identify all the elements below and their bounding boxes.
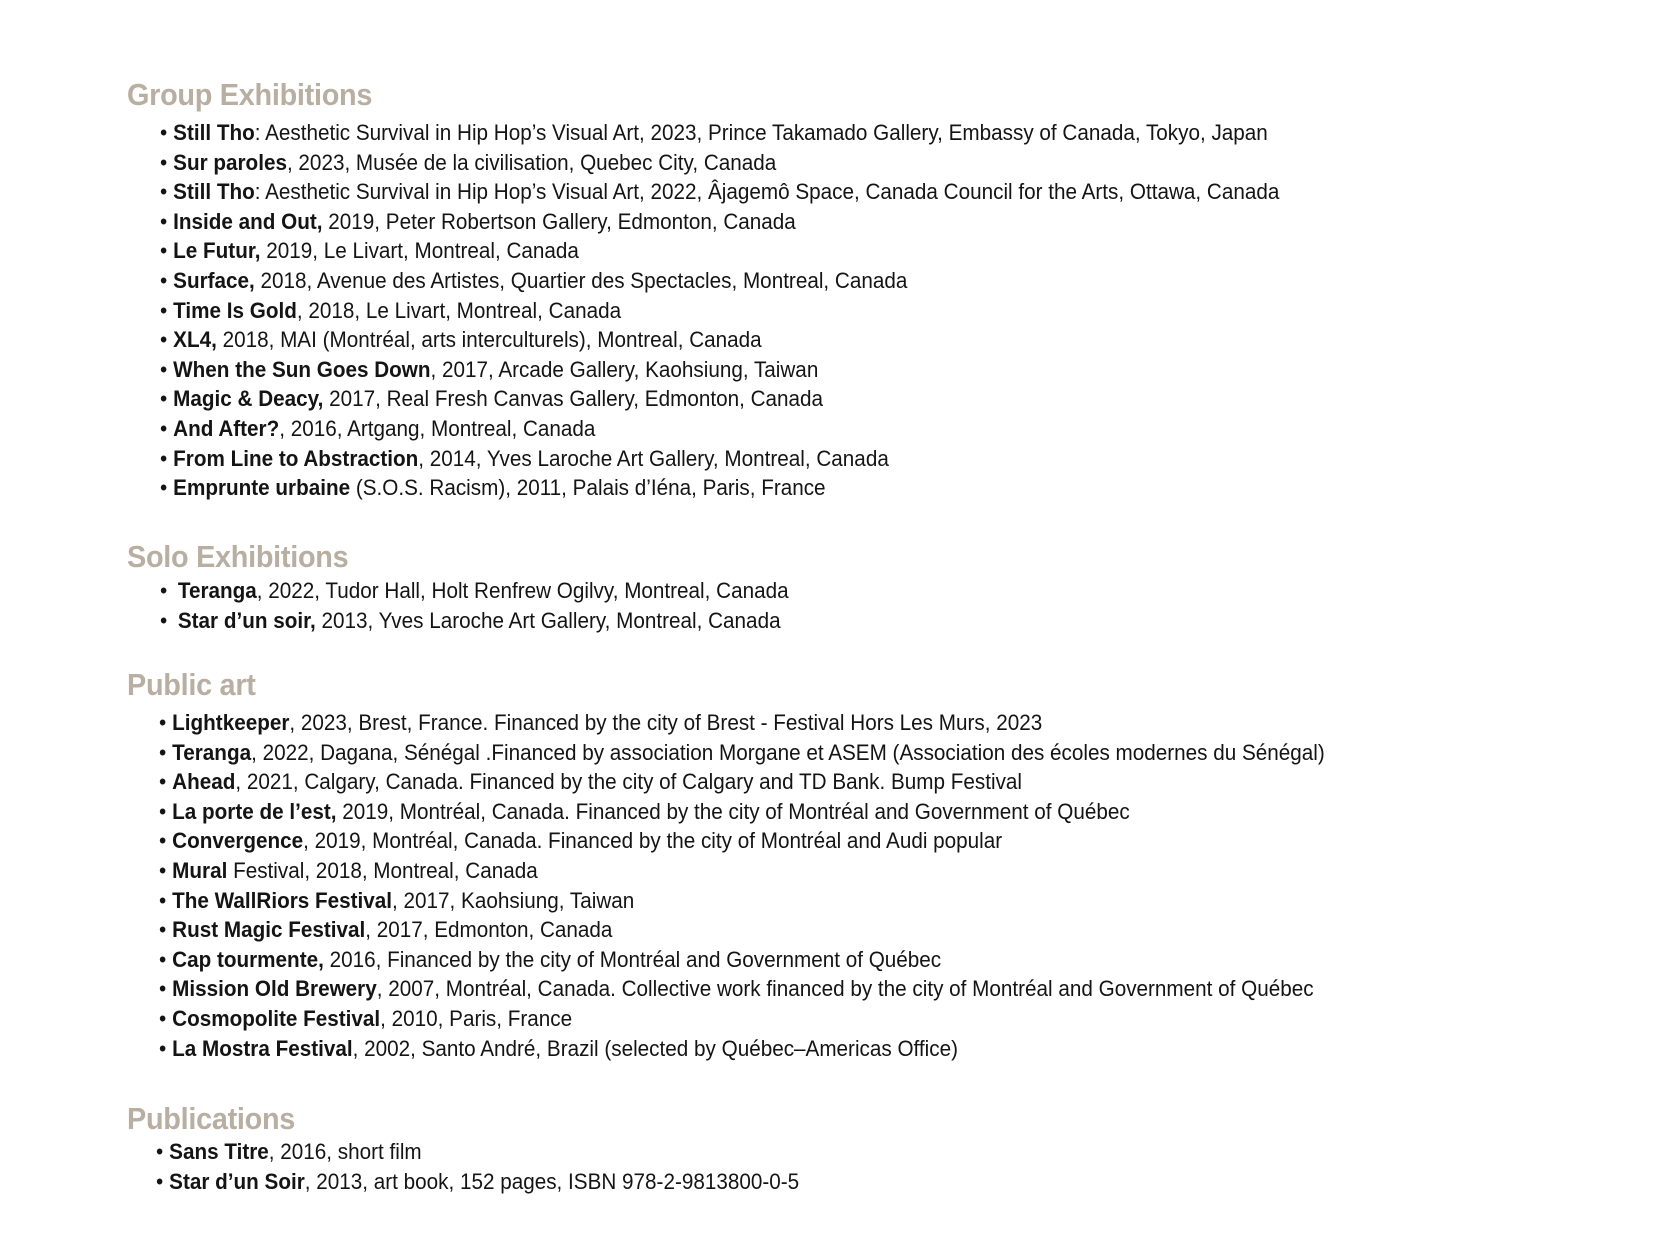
item-details: , 2017, Arcade Gallery, Kaohsiung, Taiwan xyxy=(430,356,819,382)
item-title: When the Sun Goes Down xyxy=(173,356,431,382)
item-title: Surface, xyxy=(173,267,255,293)
bullet-icon: • xyxy=(159,917,167,943)
list-item xyxy=(160,384,1558,414)
solo-exhibitions-heading: Solo Exhibitions xyxy=(127,539,349,574)
bullet-icon: • xyxy=(160,327,168,353)
item-title: Teranga xyxy=(177,578,257,603)
bullet-icon: • xyxy=(160,208,168,234)
list-item xyxy=(160,414,1558,444)
list-item xyxy=(159,738,1558,768)
item-details: , 2021, Calgary, Canada. Financed by the city of Calgary and TD Bank. Bump Festival xyxy=(235,769,1023,795)
item-title: Mission Old Brewery xyxy=(172,976,377,1002)
list-item xyxy=(159,797,1558,827)
list-item xyxy=(160,296,1558,326)
list-item xyxy=(160,118,1558,148)
item-details: 2019, Le Livart, Montreal, Canada xyxy=(260,238,579,264)
item-details: , 2014, Yves Laroche Art Gallery, Montreal, Canada xyxy=(418,445,889,471)
bullet-icon: • xyxy=(159,798,167,824)
group-exhibitions-section xyxy=(127,76,1647,503)
bullet-icon: • xyxy=(159,1035,167,1061)
bullet-icon: • xyxy=(160,578,168,603)
list-item xyxy=(160,266,1558,296)
item-details: Festival, 2018, Montreal, Canada xyxy=(227,857,538,883)
publications-list xyxy=(127,1137,1647,1196)
list-item xyxy=(156,1167,1558,1197)
item-details: , 2022, Tudor Hall, Holt Renfrew Ogilvy, Montreal, Canada xyxy=(256,578,789,603)
list-item xyxy=(159,945,1558,975)
item-title: La porte de l’est, xyxy=(172,798,337,824)
list-item xyxy=(160,207,1558,237)
bullet-icon: • xyxy=(160,475,168,501)
list-item xyxy=(160,325,1558,355)
item-title: Time Is Gold xyxy=(173,297,297,323)
list-item xyxy=(159,1004,1558,1034)
item-title: Magic & Deacy, xyxy=(173,386,324,412)
item-title: Teranga xyxy=(172,739,252,765)
public-art-section xyxy=(127,666,1647,1063)
item-title: Star d’un Soir xyxy=(169,1168,305,1194)
bullet-icon: • xyxy=(160,267,168,293)
list-item xyxy=(160,576,1558,606)
item-details: , 2019, Montréal, Canada. Financed by the city of Montréal and Audi popular xyxy=(303,828,1003,854)
publications-heading: Publications xyxy=(127,1101,296,1136)
bullet-icon: • xyxy=(159,946,167,972)
item-title: Cosmopolite Festival xyxy=(172,1005,381,1031)
list-item xyxy=(159,886,1558,916)
publications-section xyxy=(127,1100,1647,1196)
group-exhibitions-heading: Group Exhibitions xyxy=(127,77,373,112)
item-title: And After? xyxy=(173,415,280,441)
bullet-icon: • xyxy=(156,1139,164,1164)
item-title: Still Tho xyxy=(173,179,255,205)
list-item xyxy=(160,177,1558,207)
bullet-icon: • xyxy=(160,386,168,412)
item-details: , 2017, Edmonton, Canada xyxy=(365,917,613,943)
item-details: 2017, Real Fresh Canvas Gallery, Edmonton, Canada xyxy=(323,386,824,412)
item-details: 2019, Montréal, Canada. Financed by the city of Montréal and Government of Québec xyxy=(336,798,1130,824)
item-title: Ahead xyxy=(172,769,236,795)
list-item xyxy=(160,355,1558,385)
list-item xyxy=(160,444,1558,474)
bullet-icon: • xyxy=(160,238,168,264)
list-item xyxy=(159,826,1558,856)
bullet-icon: • xyxy=(160,120,168,145)
item-title: Lightkeeper xyxy=(172,710,290,735)
item-title: XL4, xyxy=(173,327,217,353)
item-details: , 2013, art book, 152 pages, ISBN 978-2-9813800-0-5 xyxy=(304,1168,800,1194)
solo-exhibitions-section xyxy=(127,538,1647,635)
item-details: 2013, Yves Laroche Art Gallery, Montreal, Canada xyxy=(315,607,781,633)
item-title: Still Tho xyxy=(173,120,255,145)
list-item xyxy=(160,473,1558,503)
bullet-icon: • xyxy=(159,828,167,854)
list-item xyxy=(160,236,1558,266)
list-item xyxy=(159,974,1558,1004)
bullet-icon: • xyxy=(159,976,167,1002)
item-details: , 2016, short film xyxy=(268,1139,422,1164)
bullet-icon: • xyxy=(160,607,168,633)
list-item xyxy=(159,856,1558,886)
bullet-icon: • xyxy=(160,149,168,175)
item-title: Mural xyxy=(172,857,228,883)
item-details: : Aesthetic Survival in Hip Hop’s Visual Art, 2023, Prince Takamado Gallery, Embassy of Canada, Tokyo, Japan xyxy=(254,120,1268,145)
item-details: , 2017, Kaohsiung, Taiwan xyxy=(392,887,635,913)
item-title: Sur paroles xyxy=(173,149,287,175)
item-details: , 2007, Montréal, Canada. Collective work financed by the city of Montréal and Government of Québec xyxy=(376,976,1314,1002)
list-item xyxy=(159,708,1558,738)
bullet-icon: • xyxy=(159,887,167,913)
item-title: From Line to Abstraction xyxy=(173,445,419,471)
item-title: Convergence xyxy=(172,828,304,854)
list-item xyxy=(159,1034,1558,1064)
item-details: : Aesthetic Survival in Hip Hop’s Visual Art, 2022, Âjagemô Space, Canada Council for the Arts, Ottawa, Canada xyxy=(254,179,1280,205)
item-title: The WallRiors Festival xyxy=(172,887,393,913)
list-item xyxy=(160,148,1558,178)
public-art-list xyxy=(127,708,1647,1063)
bullet-icon: • xyxy=(159,857,167,883)
list-item xyxy=(159,767,1558,797)
bullet-icon: • xyxy=(159,710,167,735)
item-title: Sans Titre xyxy=(169,1139,269,1164)
bullet-icon: • xyxy=(160,415,168,441)
item-details: , 2018, Le Livart, Montreal, Canada xyxy=(296,297,622,323)
list-item xyxy=(159,915,1558,945)
item-title: Star d’un soir, xyxy=(177,607,316,633)
item-details: , 2016, Artgang, Montreal, Canada xyxy=(279,415,596,441)
item-title: La Mostra Festival xyxy=(172,1035,353,1061)
list-item xyxy=(160,606,1558,636)
item-details: , 2023, Musée de la civilisation, Quebec City, Canada xyxy=(286,149,777,175)
item-title: Inside and Out, xyxy=(173,208,323,234)
bullet-icon: • xyxy=(159,739,167,765)
item-details: (S.O.S. Racism), 2011, Palais d’Iéna, Paris, France xyxy=(350,475,826,501)
bullet-icon: • xyxy=(156,1168,164,1194)
solo-exhibitions-list xyxy=(127,576,1647,635)
item-details: 2018, Avenue des Artistes, Quartier des Spectacles, Montreal, Canada xyxy=(254,267,908,293)
bullet-icon: • xyxy=(160,445,168,471)
item-title: Cap tourmente, xyxy=(172,946,324,972)
public-art-heading: Public art xyxy=(127,667,256,702)
list-item xyxy=(156,1137,1558,1167)
item-details: , 2002, Santo André, Brazil (selected by Québec–Americas Office) xyxy=(352,1035,958,1061)
group-exhibitions-list xyxy=(127,118,1647,503)
item-title: Le Futur, xyxy=(173,238,261,264)
bullet-icon: • xyxy=(160,356,168,382)
item-details: , 2022, Dagana, Sénégal .Financed by association Morgane et ASEM (Association des écoles modernes du Sénégal) xyxy=(251,739,1325,765)
item-details: 2018, MAI (Montréal, arts interculturels), Montreal, Canada xyxy=(216,327,762,353)
bullet-icon: • xyxy=(159,1005,167,1031)
item-details: , 2010, Paris, France xyxy=(380,1005,573,1031)
item-details: 2016, Financed by the city of Montréal and Government of Québec xyxy=(323,946,942,972)
bullet-icon: • xyxy=(160,297,168,323)
bullet-icon: • xyxy=(160,179,168,205)
item-details: 2019, Peter Robertson Gallery, Edmonton, Canada xyxy=(322,208,796,234)
item-title: Rust Magic Festival xyxy=(172,917,366,943)
item-details: , 2023, Brest, France. Financed by the city of Brest - Festival Hors Les Murs, 2023 xyxy=(289,710,1043,735)
bullet-icon: • xyxy=(159,769,167,795)
item-title: Emprunte urbaine xyxy=(173,475,351,501)
